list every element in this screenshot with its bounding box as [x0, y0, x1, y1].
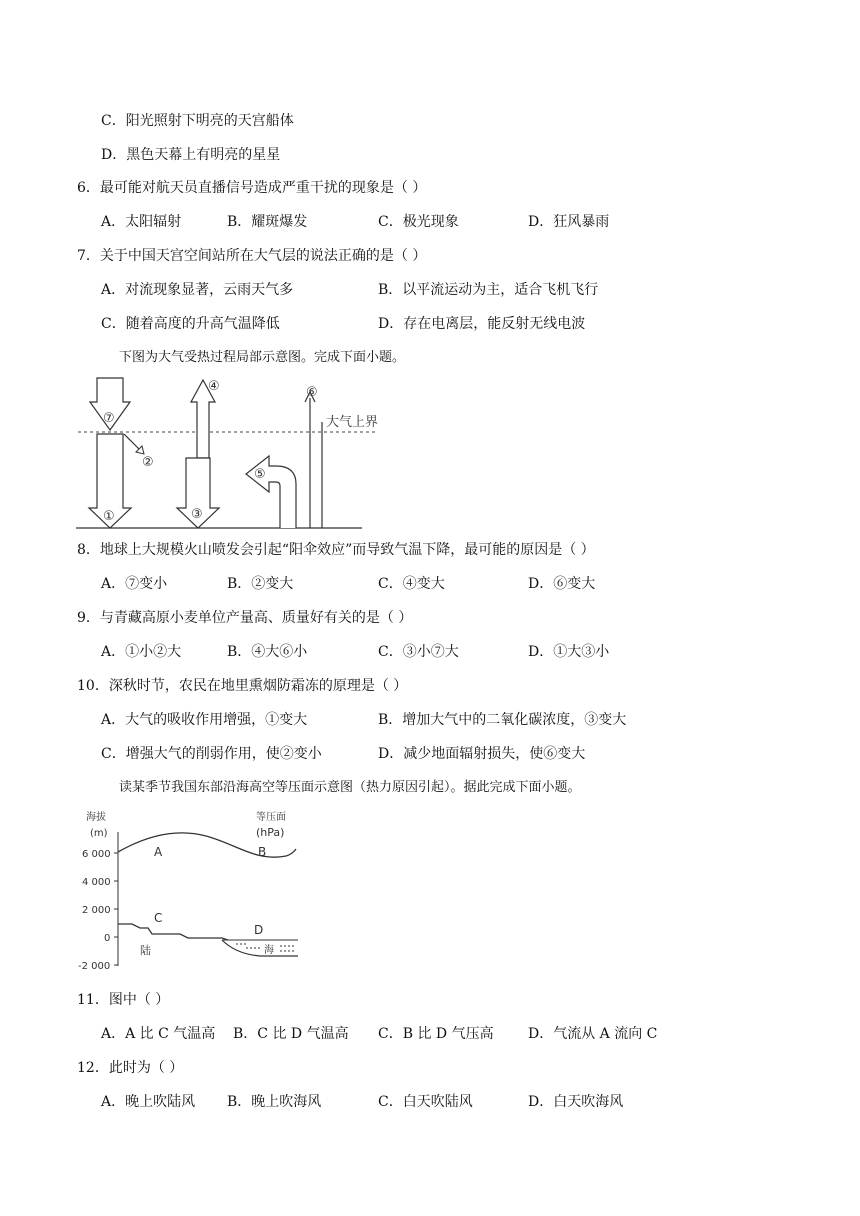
marker-6: ⑥ [306, 385, 318, 400]
q7-option-a: A．对流现象显著，云雨天气多 [101, 282, 294, 298]
altitude-label: 海拔 [86, 812, 106, 823]
marker-1: ① [103, 509, 115, 524]
point-d-label: D [254, 923, 264, 937]
isobar-legend-unit: (hPa) [256, 826, 285, 839]
q9-option-a: A．①小②大 [101, 644, 182, 660]
sea-label: 海 [264, 945, 274, 956]
q6-option-d: D．狂风暴雨 [528, 214, 610, 230]
q6-option-a: A．太阳辐射 [101, 214, 182, 230]
q7-option-d: D．存在电离层，能反射无线电波 [378, 316, 586, 332]
land-label: 陆 [140, 944, 151, 957]
q10-option-b: B．增加大气中的二氧化碳浓度，③变大 [378, 712, 627, 728]
marker-4: ④ [208, 379, 220, 394]
ytick-6000: 6 000 [82, 849, 111, 860]
q10-stem: 10．深秋时节，农民在地里熏烟防霜冻的原理是（ ） [77, 678, 408, 694]
q9-stem: 9．与青藏高原小麦单位产量高、质量好有关的是（ ） [77, 610, 413, 626]
isobar-legend-label: 等压面 [256, 812, 286, 823]
q11-option-d: D．气流从 A 流向 C [528, 1026, 658, 1042]
q11-stem: 11．图中（ ） [77, 992, 170, 1008]
q8-option-d: D．⑥变大 [528, 576, 596, 592]
q6-option-b: B．耀斑爆发 [227, 214, 308, 230]
land-surface [118, 924, 228, 940]
upper-atmosphere-label: 大气上界 [326, 415, 379, 430]
altitude-unit: (m) [90, 828, 108, 839]
q10-option-c: C．增强大气的削弱作用，使②变小 [101, 746, 322, 762]
q11-option-c: C．B 比 D 气压高 [378, 1026, 494, 1042]
q12-option-a: A．晚上吹陆风 [101, 1094, 196, 1110]
q7-option-b: B．以平流运动为主，适合飞机飞行 [378, 282, 599, 298]
q6-stem: 6．最可能对航天员直播信号造成严重干扰的现象是（ ） [77, 180, 427, 196]
q11-option-a: A．A 比 C 气温高 [101, 1026, 216, 1042]
q5-option-c: C．阳光照射下明亮的天宫船体 [101, 113, 294, 129]
marker-3: ③ [191, 507, 203, 522]
q9-option-c: C．③小⑦大 [378, 644, 459, 660]
marker-2: ② [142, 455, 154, 470]
intro-isobar-diagram: 读某季节我国东部沿海高空等压面示意图（热力原因引起）。据此完成下面小题。 [119, 780, 581, 795]
q8-option-b: B．②变大 [227, 576, 294, 592]
q10-option-a: A．大气的吸收作用增强，①变大 [101, 712, 308, 728]
marker-5: ⑤ [254, 467, 266, 482]
q12-option-c: C．白天吹陆风 [378, 1094, 473, 1110]
q7-option-c: C．随着高度的升高气温降低 [101, 316, 280, 332]
q12-option-d: D．白天吹海风 [528, 1094, 624, 1110]
q7-stem: 7．关于中国天宫空间站所在大气层的说法正确的是（ ） [77, 248, 427, 264]
q8-stem: 8．地球上大规模火山喷发会引起“阳伞效应”而导致气温下降，最可能的原因是（ ） [77, 542, 595, 558]
ytick-4000: 4 000 [82, 877, 111, 888]
intro-heating-diagram: 下图为大气受热过程局部示意图。完成下面小题。 [119, 350, 406, 365]
point-c-label: C [154, 911, 163, 925]
q8-option-a: A．⑦变小 [101, 576, 168, 592]
ytick-2000: 2 000 [82, 905, 111, 916]
point-a-label: A [154, 845, 163, 859]
q12-stem: 12．此时为（ ） [77, 1060, 184, 1076]
atmosphere-heating-diagram [76, 374, 396, 532]
q11-option-b: B．C 比 D 气温高 [233, 1026, 349, 1042]
ytick-minus-2000: -2 000 [78, 961, 111, 972]
q8-option-c: C．④变大 [378, 576, 445, 592]
q9-option-d: D．①大③小 [528, 644, 610, 660]
q12-option-b: B．晚上吹海风 [227, 1094, 322, 1110]
q5-option-d: D．黑色天幕上有明亮的星星 [101, 147, 281, 163]
q10-option-d: D．减少地面辐射损失，使⑥变大 [378, 746, 586, 762]
isobar-surface-diagram [76, 806, 316, 976]
q6-option-c: C．极光现象 [378, 214, 459, 230]
point-b-label: B [258, 845, 267, 859]
ytick-0: 0 [104, 933, 111, 944]
marker-7: ⑦ [103, 411, 115, 426]
q9-option-b: B．④大⑥小 [227, 644, 308, 660]
